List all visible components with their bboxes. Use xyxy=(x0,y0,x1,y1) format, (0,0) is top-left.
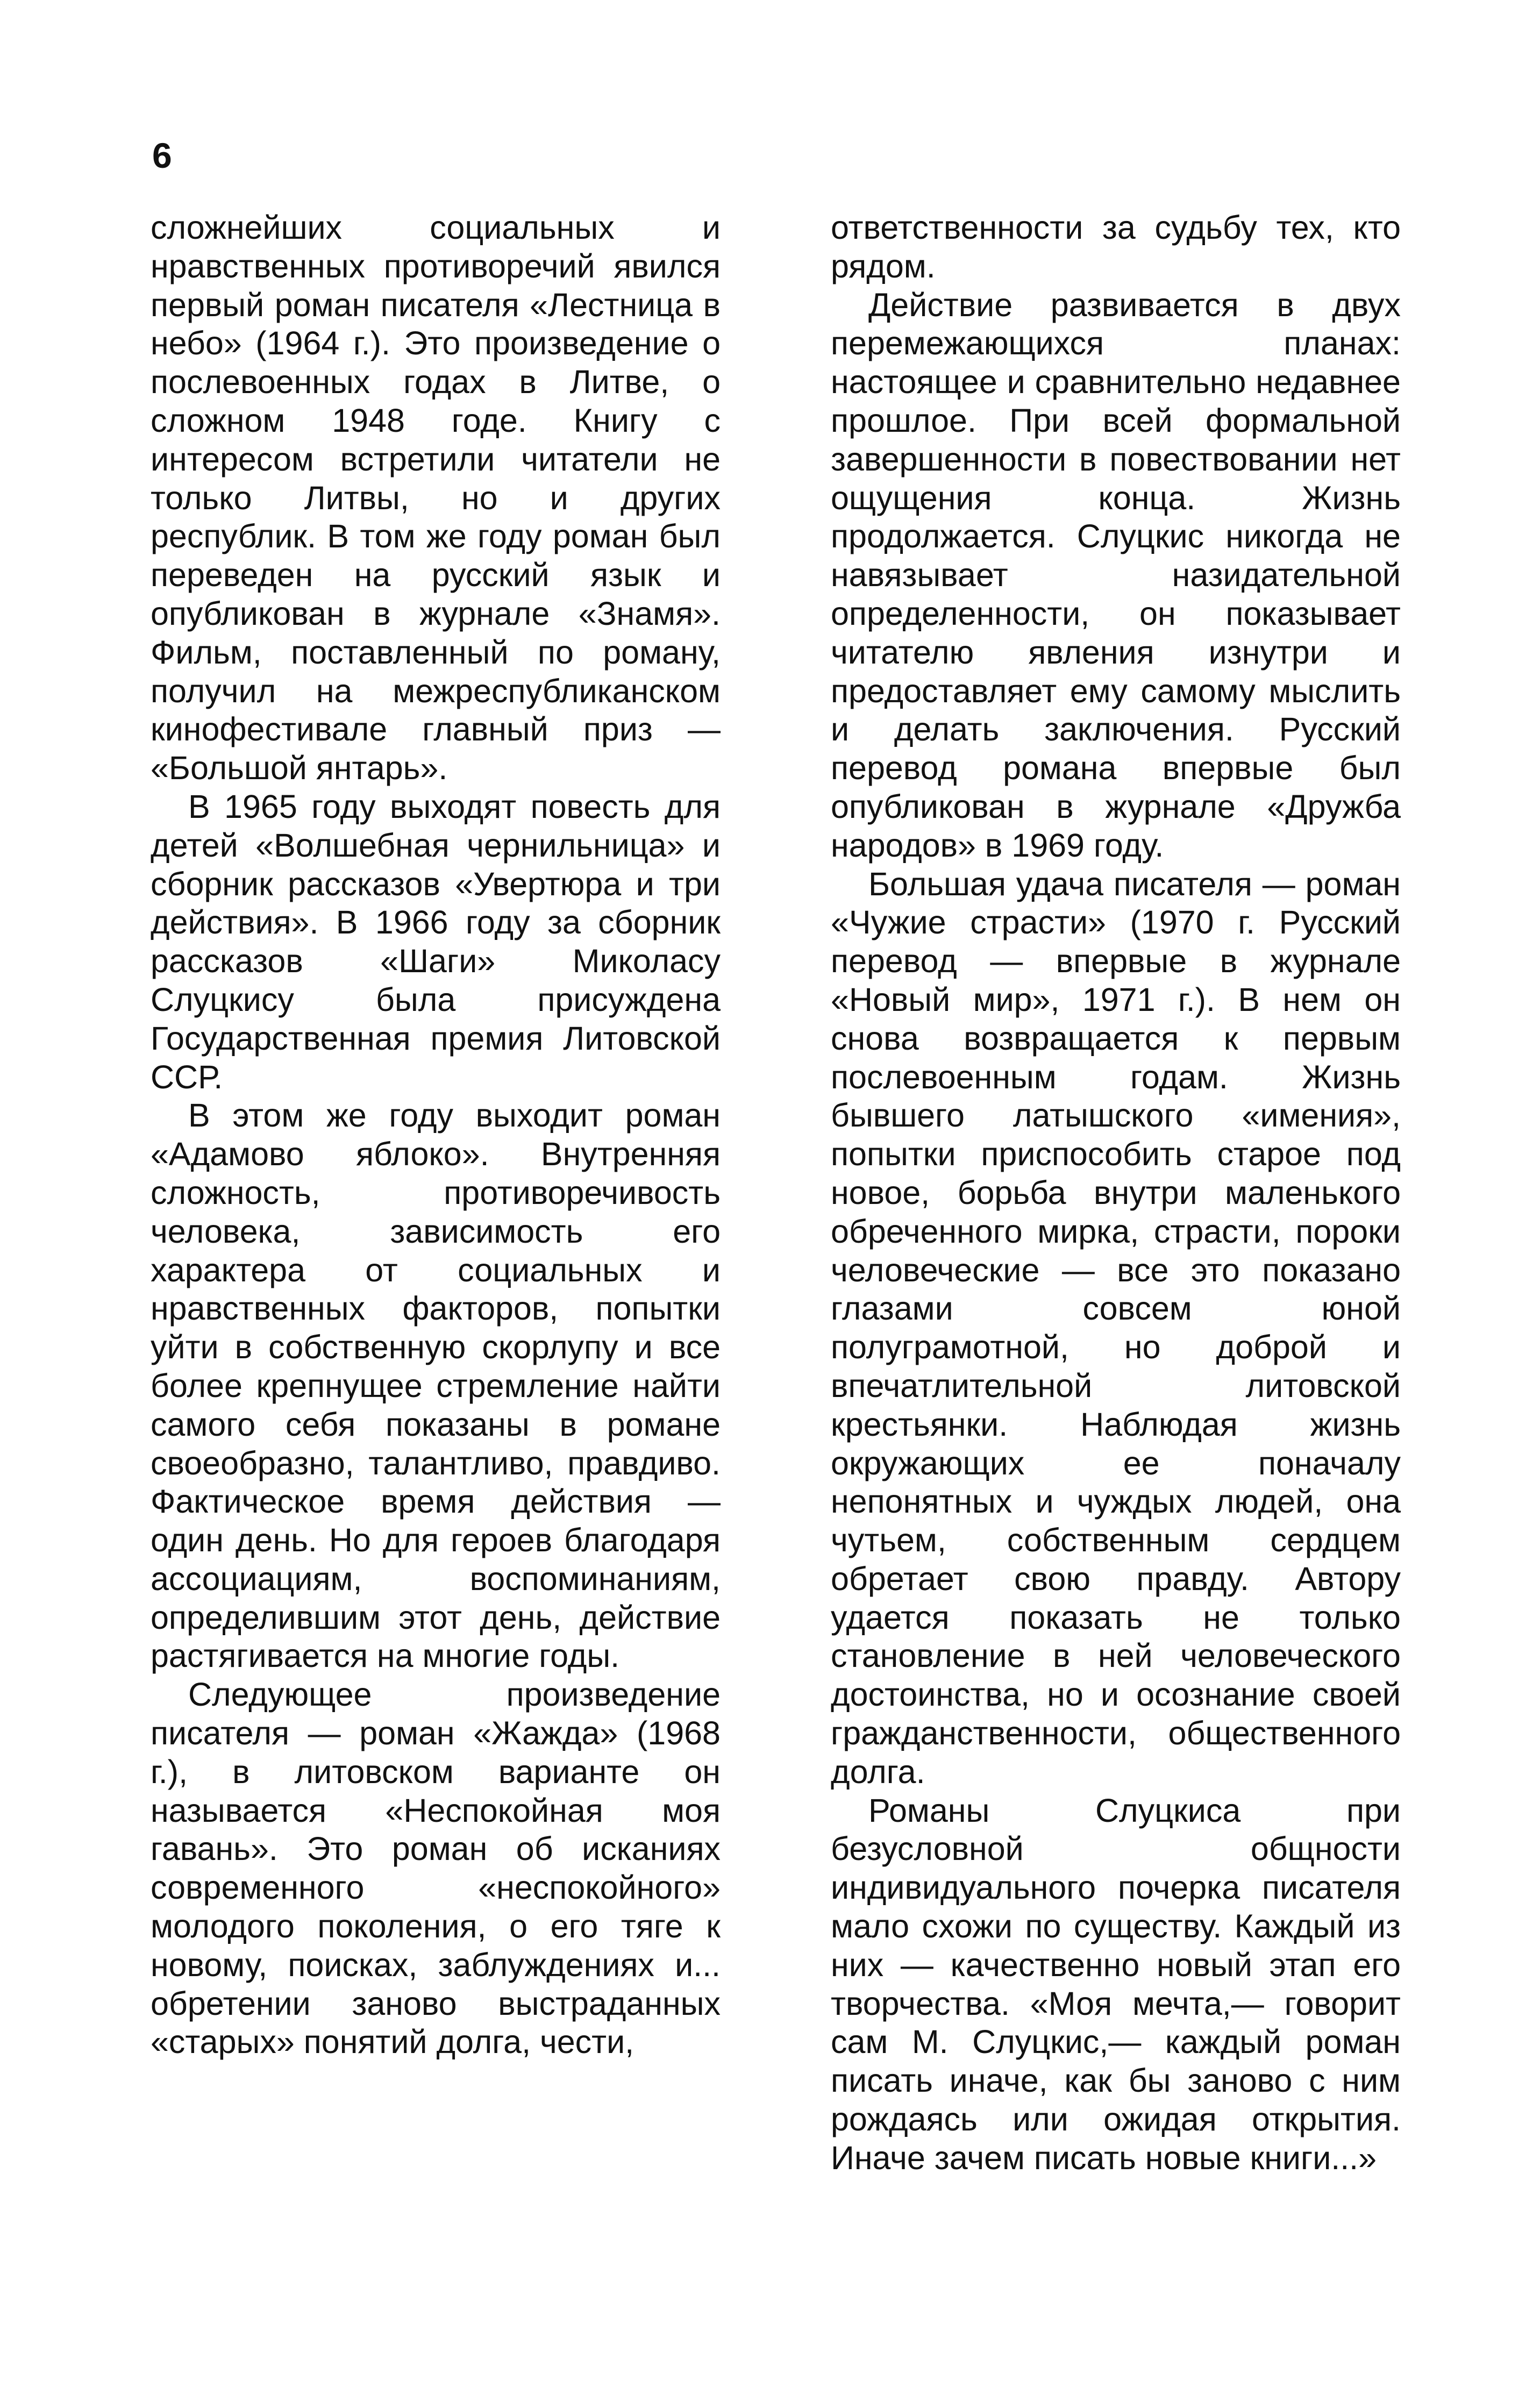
paragraph: В этом же году выходит роман «Адамово яблоко». Внутренняя сложность, противоречивость человека, зависимость его характера от социальных и нравственных факторов, попытки уйти в собственную скорлупу и все более крепнущее стремление найти самого себя показаны в романе своеобразно, талантливо, правдиво. Фактическое время действия — один день. Но для героев благодаря ассоциациям, воспоминаниям, определившим этот день, действие растягивается на многие годы. xyxy=(151,1097,721,1674)
page-number: 6 xyxy=(152,136,172,175)
paragraph: Следующее произведение писателя — роман «Жажда» (1968 г.), в литовском варианте он называется «Неспокойная моя гавань». Это роман об исканиях современного «неспокойного» молодого поколения, о его тяге к новому, поисках, заблуждениях и... обретении заново выстраданных «старых» понятий долга, чести, xyxy=(151,1676,721,2061)
left-column xyxy=(151,209,721,2062)
paragraph: сложнейших социальных и нравственных противоречий явился первый роман писателя «Лестница в небо» (1964 г.). Это произведение о послевоенных годах в Литве, о сложном 1948 годе. Книгу с интересом встретили читатели не только Литвы, но и других республик. В том же году роман был переведен на русский язык и опубликован в журнале «Знамя». Фильм, поставленный по роману, получил на межреспубликанском кинофестивале главный приз — «Большой янтарь». xyxy=(151,209,721,787)
right-column xyxy=(831,209,1401,2178)
paragraph: Действие развивается в двух перемежающихся планах: настоящее и сравнительно недавнее прошлое. При всей формальной завершенности в повествовании нет ощущения конца. Жизнь продолжается. Слуцкис никогда не навязывает назидательной определенности, он показывает читателю явления изнутри и предоставляет ему самому мыслить и делать заключения. Русский перевод романа впервые был опубликован в журнале «Дружба народов» в 1969 году. xyxy=(831,286,1401,864)
paragraph: Романы Слуцкиса при безусловной общности индивидуального почерка писателя мало схожи по существу. Каждый из них — качественно новый этап его творчества. «Моя мечта,— говорит сам М. Слуцкис,— каждый роман писать иначе, как бы заново с ним рождаясь или ожидая открытия. Иначе зачем писать новые книги...» xyxy=(831,1792,1401,2176)
paragraph: Большая удача писателя — роман «Чужие страсти» (1970 г. Русский перевод — впервые в журнале «Новый мир», 1971 г.). В нем он снова возвращается к первым послевоенным годам. Жизнь бывшего латышского «имения», попытки приспособить старое под новое, борьба внутри маленького обреченного мирка, страсти, пороки человеческие — все это показано глазами совсем юной полуграмотной, но доброй и впечатлительной литовской крестьянки. Наблюдая жизнь окружающих ее поначалу непонятных и чуждых людей, она чутьем, собственным сердцем обретает свою правду. Автору удается показать не только становление в ней человеческого достоинства, но и осознание своей гражданственности, общественного долга. xyxy=(831,865,1401,1790)
paragraph: ответственности за судьбу тех, кто рядом. xyxy=(831,209,1401,284)
paragraph: В 1965 году выходят повесть для детей «Волшебная чернильница» и сборник рассказов «Увертюра и три действия». В 1966 году за сборник рассказов «Шаги» Миколасу Слуцкису была присуждена Государственная премия Литовской ССР. xyxy=(151,788,721,1095)
